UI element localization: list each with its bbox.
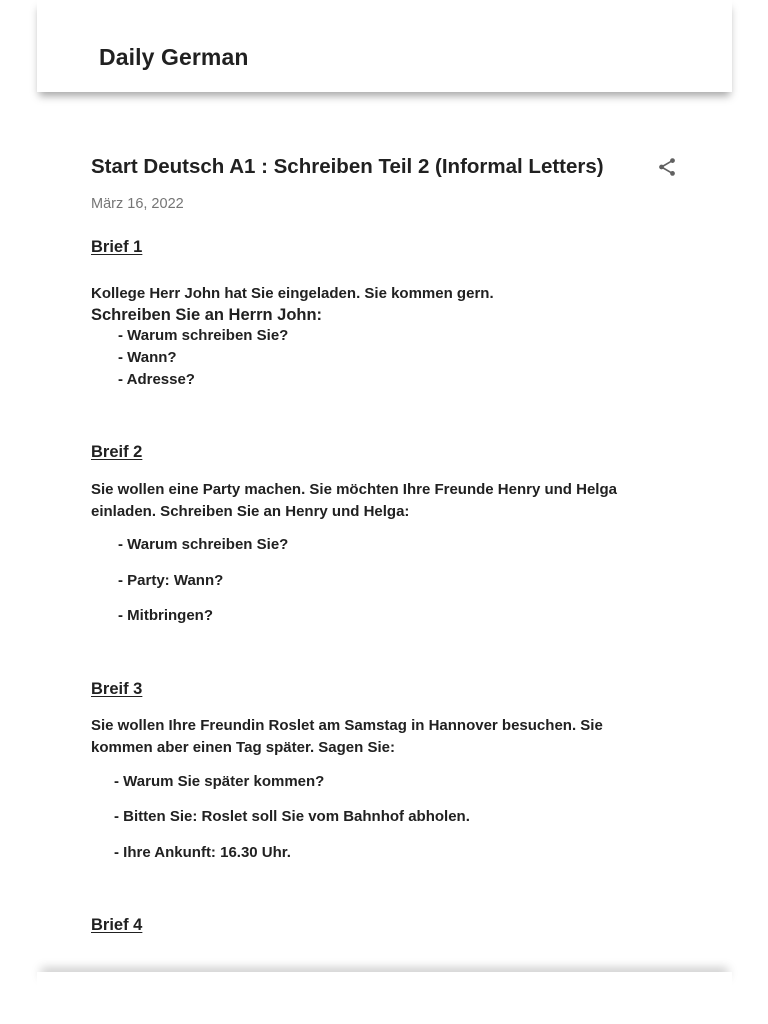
letter-1-intro: Kollege Herr John hat Sie eingeladen. Sie kommen gern. [91,285,494,302]
letter-2-point: - Warum schreiben Sie? [118,536,289,553]
letter-2-point: - Mitbringen? [118,607,213,624]
letter-1-point: - Adresse? [118,371,195,388]
post-container [91,150,681,934]
letter-heading-4: Brief 4 [91,916,143,934]
post-date: März 16, 2022 [91,196,184,212]
letter-3-point: - Warum Sie später kommen? [114,773,325,790]
page-footer-edge [37,972,732,990]
letter-heading-1: Brief 1 [91,238,143,256]
share-icon[interactable] [656,156,678,178]
letter-1-point: - Warum schreiben Sie? [118,327,289,344]
letter-2-point: - Party: Wann? [118,572,224,589]
blog-header [37,0,732,92]
letter-heading-2: Breif 2 [91,443,143,461]
letter-heading-3: Breif 3 [91,680,143,698]
letter-2-intro: Sie wollen eine Party machen. Sie möchten Ihre Freunde Henry und Helga einladen. Schreiben Sie an Henry und Helga: [91,481,617,520]
letter-3-point: - Ihre Ankunft: 16.30 Uhr. [114,844,291,861]
letter-1-instruction: Schreiben Sie an Herrn John: [91,306,323,324]
letter-3-point: - Bitten Sie: Roslet soll Sie vom Bahnhof abholen. [114,808,470,825]
blog-title-link[interactable]: Daily German [99,44,249,70]
letter-3-intro: Sie wollen Ihre Freundin Roslet am Samstag in Hannover besuchen. Sie kommen aber einen Tag später. Sagen Sie: [91,717,603,756]
post-title: Start Deutsch A1 : Schreiben Teil 2 (Informal Letters) [91,155,604,178]
letter-1-point: - Wann? [118,349,177,366]
